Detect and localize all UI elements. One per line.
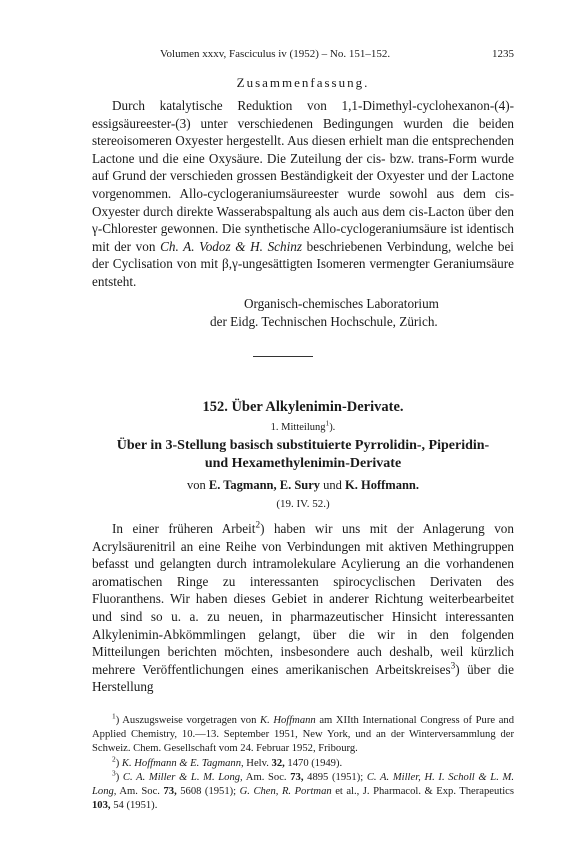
authors-and: und: [323, 478, 342, 492]
running-header: Volumen xxxv, Fasciculus iv (1952) – No. 151–152.: [160, 48, 391, 60]
laboratory-affiliation: [92, 295, 514, 330]
article-body: [92, 520, 514, 696]
footnote-ref-1[interactable]: 1: [325, 418, 330, 428]
footnote-ref-3[interactable]: 3: [450, 660, 456, 671]
footnote-3-names-1: C. A. Miller & L. M. Long,: [122, 771, 243, 783]
received-date: (19. IV. 52.): [276, 498, 330, 510]
summary-heading: Zusammenfassung.: [236, 75, 370, 90]
footnote-3-journal-1: Am. Soc.: [245, 771, 287, 783]
footnote-1-text-b: am XIIth International Congress of Pure and Applied Chemistry, 10.—13. September 1951, New York, und an der Winterversammlung der Schweiz. Chem. Gesellschaft vom 24. Februar 1952, Fribourg.: [92, 715, 514, 755]
footnote-ref-2[interactable]: 2: [255, 519, 261, 530]
footnote-3-journal-2: Am. Soc.: [119, 786, 160, 798]
footnote-3-mark: 3: [112, 768, 116, 778]
footnote-2-names: K. Hoffmann & E. Tagmann,: [121, 757, 244, 769]
footnote-2: [92, 754, 514, 771]
summary-text-end: beschriebenen Verbindung, welche bei der Cyclisation von mit β,γ-ungesättigten Isomeren vermengter Geraniumsäure entsteht.: [92, 238, 514, 289]
footnote-1-name: K. Hoffmann: [260, 715, 316, 726]
mitteilung-text: 1. Mitteilung: [270, 422, 326, 433]
footnote-3-pages-1: 4895 (1951);: [307, 771, 364, 783]
mitteilung-end: ).: [329, 422, 336, 433]
footnote-2-journal: Helv.: [246, 757, 269, 769]
lab-line-1: Organisch-chemisches Laboratorium: [244, 296, 439, 311]
footnote-3-volume-3: 103,: [92, 800, 111, 812]
footnote-3-volume-1: 73,: [290, 771, 304, 783]
author-1: E. Tagmann,: [208, 478, 277, 492]
footnotes: [92, 711, 515, 813]
body-text-c: ) über die Herstellung: [92, 661, 515, 695]
footnote-3-volume-2: 73,: [163, 786, 177, 798]
footnote-3: [92, 768, 515, 814]
article-authors: [92, 478, 514, 493]
footnote-3-names-3: G. Chen, R. Portman: [239, 786, 332, 798]
subtitle-line-2: und Hexamethylenimin-Derivate: [204, 456, 402, 471]
summary-text: Durch katalytische Reduktion von 1,1-Dimethyl-cyclohexanon-(4)-essigsäureester-(3) unter verschiedenen Bedingungen wurden die beiden stereoisomeren Oxyester hergestellt. Aus diesen erhielt man die entsprechenden Lactone und die eine Oxysäure. Die Zuteilung der cis- bzw. trans-Form wurde auf Grund der verschieden grossen Beständigkeit der Oxyester und der Lactone vorgenommen. Allo-cyclogeraniumsäureester wurde sowohl aus dem cis-Oxyester durch direkte Wasserabspaltung als auch aus dem cis-Lacton über den γ-Chlorester gewonnen. Die synthetische Allo-cyclogeraniumsäure ist identisch mit der von: [92, 98, 514, 254]
author-3: K. Hoffmann.: [345, 478, 419, 492]
footnote-3-pages-2: 5608 (1951);: [180, 786, 237, 798]
summary-cited-authors: Ch. A. Vodoz & H. Schinz: [160, 238, 303, 254]
footnote-2-paren: ): [115, 757, 120, 769]
article-subtitle: [92, 437, 514, 473]
article-series-note: [92, 418, 514, 433]
authors-prefix: von: [186, 478, 206, 492]
body-text-b: ) haben wir uns mit der Anlagerung von Acrylsäurenitril an eine Reihe von Verbindungen mit aktiven Methingruppen befasst und gelangten durch intramolekulare Acylierung an die vorhandenen aromatischen Ringe zu interessanten spirocyclischen Derivaten des Fluoranthens. Wir haben dieses Gebiet in anderer Richtung weiterbearbeitet und sind so u. a. zu neuen, in pharmazeutischer Hinsicht interessanten Alkylenimin-Abkömmlingen gelangt, über die wir in den folgenden Mitteilungen berichten möchten, insbesondere auch deshalb, weil kürzlich mehrere Veröffentlichungen eines amerikanischen Arbeitskreises: [92, 521, 514, 677]
footnote-1-mark: 1: [112, 711, 116, 721]
footnote-1-text-a: ) Auszugsweise vorgetragen von: [115, 715, 257, 726]
footnote-2-volume: 32,: [271, 757, 285, 769]
body-text-a: In einer früheren Arbeit: [112, 521, 256, 536]
footnote-3-journal-3: et al., J. Pharmacol. & Exp. Therapeutics: [335, 786, 515, 798]
footnote-2-mark: 2: [112, 754, 116, 764]
author-2: E. Sury: [279, 478, 321, 492]
section-divider: [253, 356, 313, 357]
summary-paragraph: [92, 97, 514, 291]
page-header: [92, 48, 514, 64]
footnote-1: [92, 711, 514, 757]
page-number: 1235: [492, 48, 514, 60]
footnote-3-names-2: C. A. Miller, H. I. Scholl & L. M. Long,: [92, 771, 514, 798]
footnote-3-paren: ): [115, 771, 120, 783]
footnote-3-pages-3: 54 (1951).: [113, 800, 158, 812]
footnote-2-pages: 1470 (1949).: [287, 757, 343, 769]
article-title: 152. Über Alkylenimin-Derivate.: [202, 399, 404, 415]
subtitle-line-1: Über in 3-Stellung basisch substituierte Pyrrolidin-, Piperidin-: [116, 438, 490, 453]
lab-line-2: der Eidg. Technischen Hochschule, Zürich.: [210, 313, 438, 329]
